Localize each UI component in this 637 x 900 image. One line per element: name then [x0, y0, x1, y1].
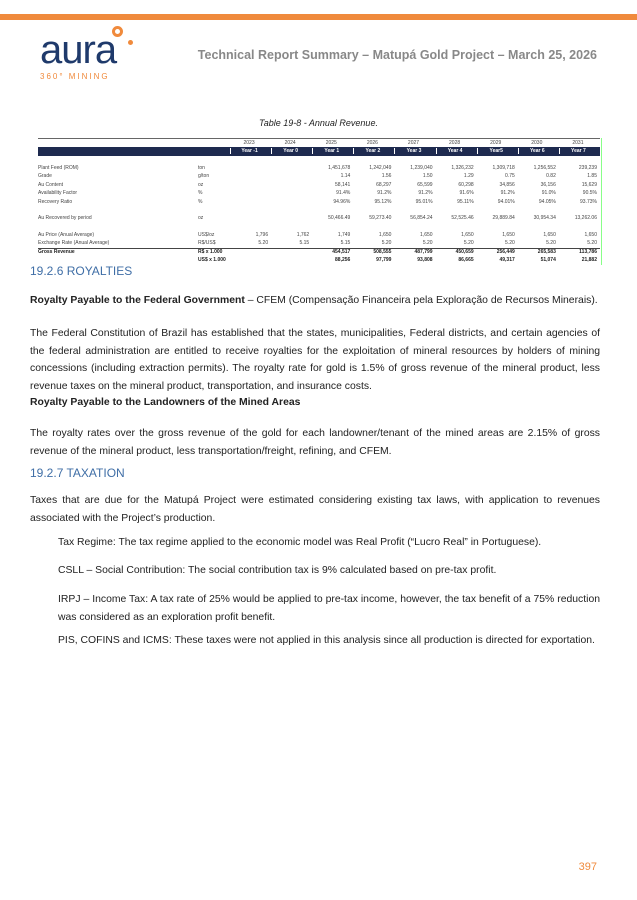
year-label: 2031: [572, 139, 584, 146]
row-value: 49,317: [499, 257, 515, 264]
row-label: Au Content: [38, 181, 64, 188]
row-value: 1.14: [340, 173, 351, 180]
row-value: 1,242,049: [369, 164, 392, 171]
table-border-line: [601, 138, 602, 265]
row-value: 1,650: [461, 231, 474, 238]
document-header-title: Technical Report Summary – Matupá Gold Project – March 25, 2026: [197, 48, 597, 62]
table-row: [38, 172, 600, 181]
row-label: Exchange Rate (Anual Average): [38, 240, 110, 247]
year-label: 2023: [243, 139, 255, 146]
landowner-royalty-heading: [30, 394, 600, 412]
row-value: 0.82: [546, 173, 556, 180]
logo-dot-icon: [128, 40, 133, 45]
annual-revenue-table: [38, 138, 600, 265]
year-label: 2025: [325, 139, 337, 146]
row-value: 68,297: [376, 181, 392, 188]
section-heading-royalties: 19.2.6 ROYALTIES: [30, 264, 133, 278]
row-value: 5.20: [463, 240, 474, 247]
row-value: 30,954.34: [533, 215, 556, 222]
table-caption: Table 19-8 - Annual Revenue.: [259, 118, 378, 128]
table-row: [38, 248, 600, 257]
row-value: 94.96%: [333, 198, 351, 205]
row-value: 59,273.40: [369, 215, 392, 222]
row-value: 60,298: [458, 181, 474, 188]
row-value: 36,156: [540, 181, 556, 188]
row-value: 1,796: [255, 231, 269, 238]
row-value: 1,650: [420, 231, 433, 238]
logo-subtitle: 360° MINING: [40, 72, 110, 81]
page-number: 397: [578, 861, 597, 873]
row-value: 0.75: [505, 173, 515, 180]
year-label: 2027: [407, 139, 420, 146]
row-value: 239,239: [578, 164, 597, 171]
landowner-royalty-label: Royalty Payable to the Landowners of the Mined Areas: [30, 397, 301, 408]
irpj-item: IRPJ – Income Tax: A tax rate of 25% would be applied to pre-tax income, however, the tax benefit of a 75% reduction was considered as an exploration profit benefit.: [58, 594, 600, 623]
row-value: 487,799: [414, 249, 433, 256]
period-label: Year 1: [312, 148, 353, 154]
row-unit: R$ x 1.000: [198, 249, 223, 256]
period-label: Year 6: [518, 148, 559, 154]
row-value: 113,786: [579, 249, 597, 256]
row-value: 1,762: [296, 231, 310, 238]
row-value: 5.20: [422, 240, 433, 247]
row-value: 13,262.06: [574, 215, 597, 222]
row-unit: %: [198, 198, 203, 205]
row-label: Gross Revenue: [38, 249, 75, 256]
row-label: Grade: [38, 173, 52, 180]
period-label: Year 7: [559, 148, 600, 154]
row-value: 5.20: [505, 240, 515, 247]
year-header-row: [38, 138, 600, 147]
year-label: 2028: [449, 139, 461, 146]
row-value: 91.2%: [500, 190, 515, 197]
paragraph-taxes: Taxes that are due for the Matupá Project were estimated considering existing tax laws, with application to revenues associated with the Project’s production.: [30, 495, 600, 524]
row-value: 1.56: [381, 173, 392, 180]
row-value: 91.0%: [541, 190, 556, 197]
year-label: 2026: [366, 139, 378, 146]
period-label: Year -1: [230, 148, 271, 154]
row-value: 86,665: [458, 257, 474, 264]
row-value: 1,451,678: [328, 164, 351, 171]
row-value: 65,599: [417, 181, 433, 188]
row-label: Availability Factor: [38, 190, 78, 197]
spacer: [38, 156, 600, 164]
row-value: 1.50: [422, 173, 433, 180]
row-value: 97,799: [376, 257, 392, 264]
row-value: 5.20: [381, 240, 392, 247]
row-value: 1,309,718: [492, 164, 515, 171]
row-value: 1,256,552: [533, 164, 556, 171]
paragraph-constitution: The Federal Constitution of Brazil has established that the states, municipalities, Federal districts, and certain agencies of the federal administration are entitled to receive royalties for the exploitation of mineral resources by holders of mining concessions (including extraction permits). The royalty rate for gold is 1.5% of gross revenue of the mineral product, less revenue taxes on the mineral product, transportation, and insurance costs.: [30, 328, 600, 392]
row-value: 91.6%: [459, 190, 474, 197]
period-label: Year 4: [436, 148, 477, 154]
period-label: Year 3: [394, 148, 435, 154]
spacer: [38, 206, 600, 214]
row-label: Plant Feed (ROM): [38, 164, 79, 171]
row-unit: oz: [198, 181, 204, 188]
table-row: [38, 198, 600, 207]
row-value: 51,074: [540, 257, 556, 264]
row-value: 94.01%: [497, 198, 515, 205]
federal-royalty-label: Royalty Payable to the Federal Government: [30, 295, 245, 306]
row-value: 265,583: [537, 249, 556, 256]
federal-royalty-text: – CFEM (Compensação Financeira pela Exploração de Recursos Minerais).: [244, 295, 598, 306]
row-value: 5.15: [340, 240, 351, 247]
row-value: 508,555: [373, 249, 392, 256]
row-value: 1,650: [502, 231, 515, 238]
row-value: 91.2%: [418, 190, 433, 197]
tax-regime-item: Tax Regime: The tax regime applied to the economic model was Real Profit (“Lucro Real” in Portuguese).: [58, 537, 542, 548]
row-value: 1,650: [584, 231, 597, 238]
row-label: Au Price (Anual Average): [38, 231, 95, 238]
logo-ring-icon: [112, 26, 123, 37]
row-value: 95.11%: [457, 198, 474, 205]
row-value: 454,517: [332, 249, 351, 256]
row-value: 93.73%: [580, 198, 597, 205]
row-value: 56,854.24: [410, 215, 433, 222]
row-value: 90.5%: [582, 190, 597, 197]
csll-item: CSLL – Social Contribution: The social contribution tax is 9% calculated based on pre-tax profit.: [58, 565, 497, 576]
row-value: 21,882: [581, 257, 597, 264]
table-row: [38, 181, 600, 190]
top-accent-bar: [0, 14, 637, 20]
logo-text: aura: [40, 28, 117, 72]
row-value: 1,650: [543, 231, 556, 238]
row-value: 1.85: [587, 173, 597, 180]
spacer: [38, 223, 600, 231]
paragraph-landowner: The royalty rates over the gross revenue of the gold for each landowner/tenant of the mined areas are 2.15% of gross revenue of the mineral product, less transportation/freight, refining, and CFEM.: [30, 428, 600, 457]
row-value: 5.20: [258, 240, 269, 247]
row-unit: US$ x 1.000: [198, 257, 226, 264]
row-value: 93,808: [417, 257, 433, 264]
row-value: 50,466.49: [328, 215, 351, 222]
row-value: 91.2%: [377, 190, 392, 197]
row-unit: R$/US$: [198, 240, 216, 247]
row-label: Recovery Ratio: [38, 198, 73, 205]
row-value: 5.20: [546, 240, 556, 247]
table-row: [38, 231, 600, 240]
row-value: 1,326,232: [451, 164, 474, 171]
table-row: [38, 189, 600, 198]
row-value: 1,749: [337, 231, 351, 238]
row-value: 95.01%: [415, 198, 433, 205]
period-header-row: [38, 147, 600, 156]
row-value: 58,141: [335, 181, 351, 188]
row-value: 5.15: [299, 240, 310, 247]
paragraph-federal-royalty: [30, 292, 600, 310]
aura-logo: [40, 30, 160, 90]
row-unit: g/ton: [198, 173, 210, 180]
row-value: 88,256: [335, 257, 351, 264]
row-value: 29,889.84: [492, 215, 515, 222]
row-value: 1.29: [463, 173, 474, 180]
row-value: 94.05%: [538, 198, 556, 205]
row-value: 5.20: [587, 240, 597, 247]
row-value: 34,856: [499, 181, 515, 188]
section-heading-taxation: 19.2.7 TAXATION: [30, 466, 125, 480]
row-value: 256,449: [496, 249, 515, 256]
row-value: 15,629: [581, 181, 597, 188]
pis-cofins-icms-item: PIS, COFINS and ICMS: These taxes were not applied in this analysis since all production is directed for exportation.: [58, 635, 595, 646]
year-label: 2024: [284, 139, 296, 146]
row-value: 91.4%: [336, 190, 351, 197]
row-unit: %: [198, 190, 203, 197]
year-label: 2030: [531, 139, 543, 146]
table-row: [38, 214, 600, 223]
row-value: 95.12%: [374, 198, 392, 205]
row-value: 1,239,040: [410, 164, 433, 171]
period-label: Year5: [477, 148, 518, 154]
row-unit: oz: [198, 215, 204, 222]
period-label: Year 0: [271, 148, 312, 154]
row-value: 52,525.46: [451, 215, 474, 222]
table-row: [38, 239, 600, 248]
row-value: 1,650: [378, 231, 392, 238]
row-unit: US$/oz: [198, 231, 215, 238]
period-label: Year 2: [353, 148, 394, 154]
table-row: [38, 164, 600, 173]
row-unit: ton: [198, 164, 205, 171]
row-label: Au Recovered by period: [38, 215, 92, 222]
year-label: 2029: [490, 139, 502, 146]
row-value: 450,659: [455, 249, 474, 256]
